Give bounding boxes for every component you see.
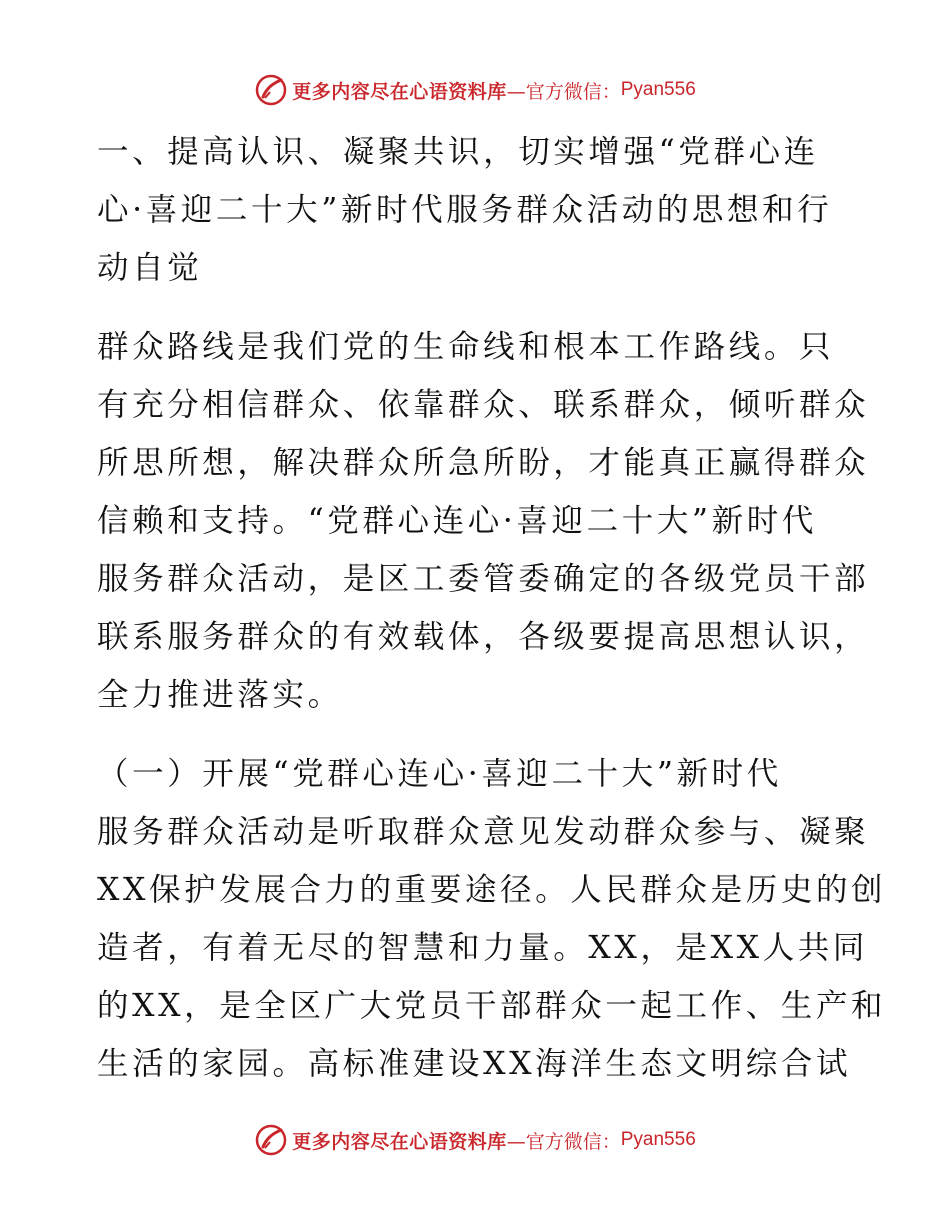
brush-logo-icon <box>254 73 288 107</box>
paragraph-line: XX保护发展合力的重要途径。人民群众是历史的创 <box>97 872 887 908</box>
watermark-main-text: 更多内容尽在心语资料库 <box>292 1130 507 1153</box>
brush-logo-icon <box>254 1123 288 1157</box>
watermark-wechat-id: Pyan556 <box>620 1129 696 1150</box>
heading-line: 动自觉 <box>97 250 203 286</box>
paragraph-line: 信赖和支持。“党群心连心·喜迎二十大”新时代 <box>97 503 817 539</box>
paragraph-2 <box>97 745 887 1093</box>
paragraph-line: 造者，有着无尽的智慧和力量。XX，是XX人共同 <box>97 930 869 966</box>
paragraph-line: 联系服务群众的有效载体，各级要提高思想认识， <box>97 619 870 655</box>
document-body <box>97 123 887 1093</box>
paragraph-line: 所思所想，解决群众所急所盼，才能真正赢得群众 <box>97 445 870 481</box>
heading-line: 心·喜迎二十大”新时代服务群众活动的思想和行 <box>97 192 833 228</box>
paragraph-line: 的XX，是全区广大党员干部群众一起工作、生产和 <box>97 988 887 1024</box>
heading-line: 一、提高认识、凝聚共识，切实增强“党群心连 <box>97 134 819 170</box>
paragraph-line: （一）开展“党群心连心·喜迎二十大”新时代 <box>97 756 782 792</box>
paragraph-line: 群众路线是我们党的生命线和根本工作路线。只 <box>97 329 835 365</box>
paragraph-1 <box>97 318 870 724</box>
watermark-rest-text: —官方微信： <box>506 1130 621 1153</box>
watermark-rest-text: —官方微信： <box>506 80 621 103</box>
paragraph-line: 有充分相信群众、依靠群众、联系群众，倾听群众 <box>97 387 870 423</box>
section-heading <box>97 123 857 297</box>
paragraph-line: 服务群众活动是听取群众意见发动群众参与、凝聚 <box>97 814 870 850</box>
watermark-wechat-id: Pyan556 <box>620 79 696 100</box>
footer-watermark <box>0 1122 950 1158</box>
paragraph-line: 全力推进落实。 <box>97 677 343 713</box>
paragraph-line: 服务群众活动，是区工委管委确定的各级党员干部 <box>97 561 870 597</box>
watermark-main-text: 更多内容尽在心语资料库 <box>292 80 507 103</box>
header-watermark <box>0 72 950 108</box>
paragraph-line: 生活的家园。高标准建设XX海洋生态文明综合试 <box>97 1046 852 1082</box>
